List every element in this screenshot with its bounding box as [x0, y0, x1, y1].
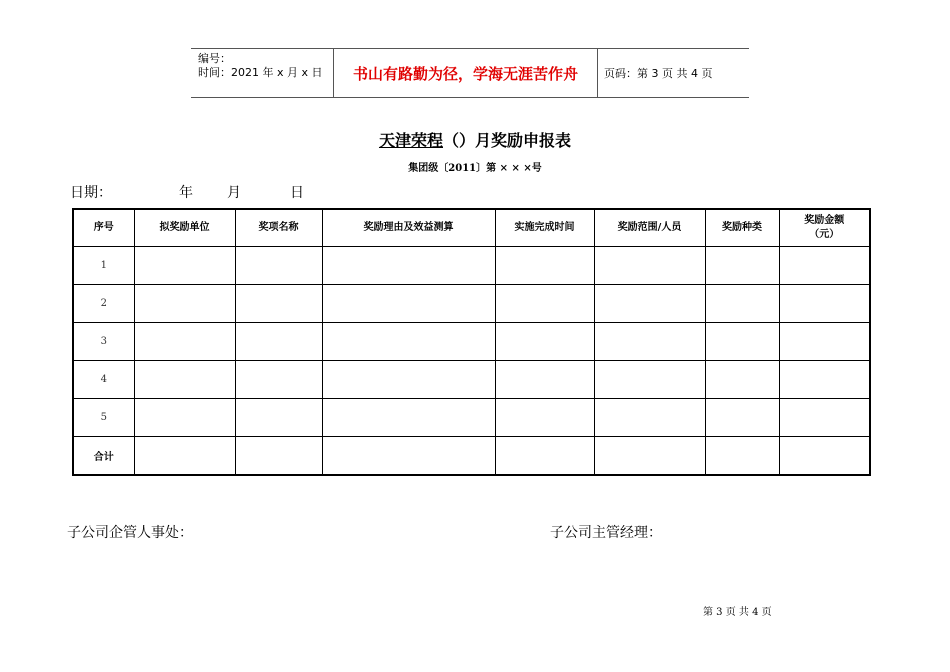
- cell-scope[interactable]: [594, 361, 705, 399]
- signature-manager: 子公司主管经理：: [550, 525, 662, 541]
- cell-unit[interactable]: [134, 361, 235, 399]
- col-header-amount-line2: （元）: [809, 229, 840, 240]
- date-year: 年: [179, 185, 193, 201]
- table-header-row: [73, 209, 870, 247]
- total-reason[interactable]: [322, 437, 495, 476]
- cell-type[interactable]: [705, 323, 779, 361]
- table-row: [73, 323, 870, 361]
- cell-award-name[interactable]: [235, 399, 322, 437]
- doc-time: 时间：2021 年 x 月 x 日: [198, 66, 323, 79]
- cell-scope[interactable]: [594, 399, 705, 437]
- cell-reason[interactable]: [322, 361, 495, 399]
- cell-type[interactable]: [705, 399, 779, 437]
- doc-number-label: 编号：: [198, 52, 231, 65]
- cell-award-name[interactable]: [235, 323, 322, 361]
- table-row: [73, 399, 870, 437]
- table-row: [73, 285, 870, 323]
- document-number: 集团级〔2011〕第 × × ×号: [408, 163, 542, 174]
- col-header-completion-time: 实施完成时间: [495, 209, 594, 247]
- row-index: 5: [73, 399, 134, 437]
- page-footer-number: 第 3 页 共 4 页: [703, 607, 772, 618]
- cell-type[interactable]: [705, 285, 779, 323]
- header-divider: [597, 49, 598, 97]
- total-completion-time[interactable]: [495, 437, 594, 476]
- total-unit[interactable]: [134, 437, 235, 476]
- cell-scope[interactable]: [594, 247, 705, 285]
- total-scope[interactable]: [594, 437, 705, 476]
- row-index: 4: [73, 361, 134, 399]
- row-index: 3: [73, 323, 134, 361]
- cell-completion-time[interactable]: [495, 323, 594, 361]
- cell-amount[interactable]: [779, 285, 870, 323]
- cell-unit[interactable]: [134, 399, 235, 437]
- col-header-award-name: 奖项名称: [235, 209, 322, 247]
- col-header-amount: [779, 209, 870, 247]
- cell-reason[interactable]: [322, 399, 495, 437]
- cell-completion-time[interactable]: [495, 361, 594, 399]
- cell-type[interactable]: [705, 361, 779, 399]
- total-amount[interactable]: [779, 437, 870, 476]
- cell-award-name[interactable]: [235, 247, 322, 285]
- cell-award-name[interactable]: [235, 285, 322, 323]
- table-row: [73, 247, 870, 285]
- cell-unit[interactable]: [134, 285, 235, 323]
- cell-completion-time[interactable]: [495, 399, 594, 437]
- table-total-row: [73, 437, 870, 476]
- cell-amount[interactable]: [779, 399, 870, 437]
- date-month: 月: [227, 185, 241, 201]
- title-company: 天津荣程: [378, 131, 443, 150]
- total-type[interactable]: [705, 437, 779, 476]
- col-header-amount-line1: 奖励金额: [804, 215, 845, 226]
- page-title: [0, 128, 950, 151]
- date-label: 日期：: [70, 185, 112, 201]
- date-day: 日: [290, 185, 304, 201]
- header-page-info: 页码：第 3 页 共 4 页: [604, 67, 713, 80]
- cell-reason[interactable]: [322, 285, 495, 323]
- cell-type[interactable]: [705, 247, 779, 285]
- document-header: [191, 48, 749, 98]
- cell-reason[interactable]: [322, 323, 495, 361]
- col-header-index: 序号: [73, 209, 134, 247]
- cell-award-name[interactable]: [235, 361, 322, 399]
- cell-amount[interactable]: [779, 361, 870, 399]
- row-index: 1: [73, 247, 134, 285]
- reward-application-table: [72, 208, 871, 476]
- cell-unit[interactable]: [134, 247, 235, 285]
- table-row: [73, 361, 870, 399]
- cell-completion-time[interactable]: [495, 247, 594, 285]
- total-award-name[interactable]: [235, 437, 322, 476]
- col-header-scope: 奖励范围/人员: [594, 209, 705, 247]
- total-label: 合计: [73, 437, 134, 476]
- cell-reason[interactable]: [322, 247, 495, 285]
- cell-unit[interactable]: [134, 323, 235, 361]
- cell-scope[interactable]: [594, 323, 705, 361]
- header-meta: [198, 52, 323, 80]
- col-header-unit: 拟奖励单位: [134, 209, 235, 247]
- cell-completion-time[interactable]: [495, 285, 594, 323]
- col-header-type: 奖励种类: [705, 209, 779, 247]
- header-motto: 书山有路勤为径，学海无涯苦作舟: [352, 64, 578, 83]
- cell-scope[interactable]: [594, 285, 705, 323]
- signature-hr-department: 子公司企管人事处：: [67, 525, 193, 541]
- cell-amount[interactable]: [779, 323, 870, 361]
- title-text: （）月奖励申报表: [443, 131, 572, 150]
- cell-amount[interactable]: [779, 247, 870, 285]
- row-index: 2: [73, 285, 134, 323]
- col-header-reason: 奖励理由及效益测算: [322, 209, 495, 247]
